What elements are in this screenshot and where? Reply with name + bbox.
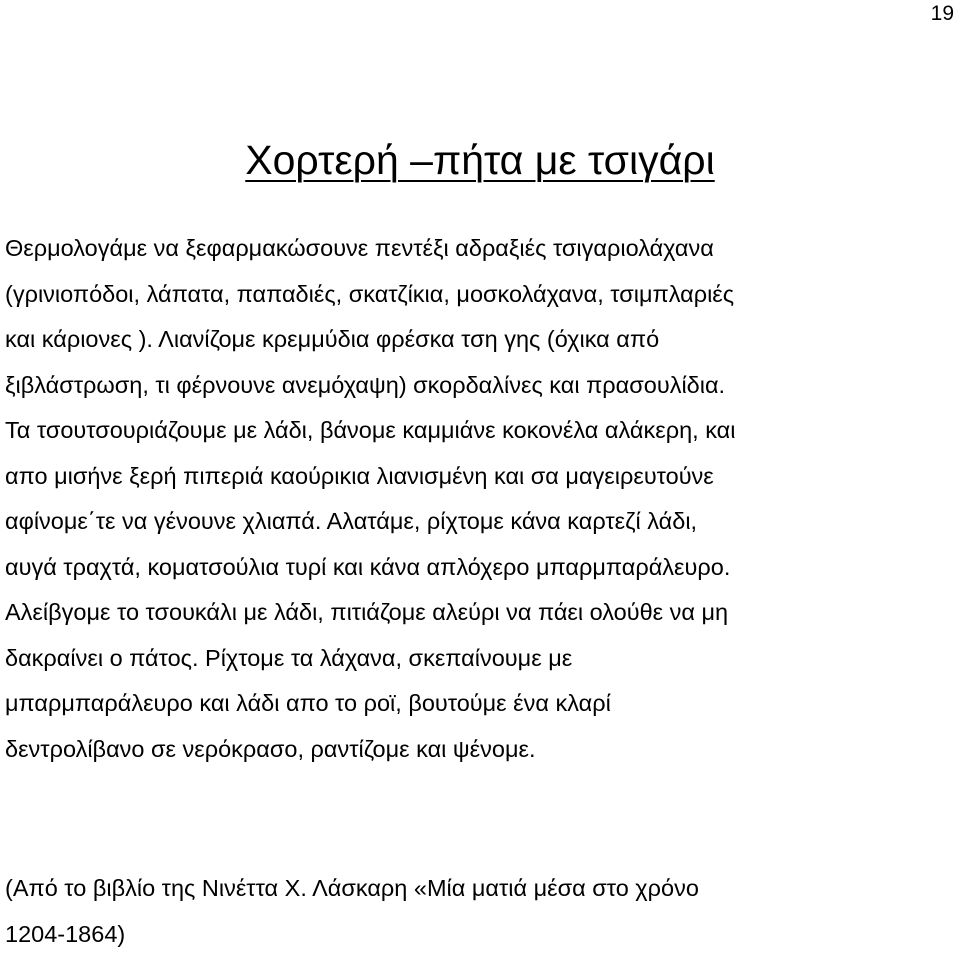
paragraph-line: και κάριονες ). Λιανίζομε κρεμμύδια φρέσκα τση γης (όχικα από <box>5 317 960 363</box>
paragraph-line: απο μισήνε ξερή πιπεριά καούρικια λιανισμένη και σα μαγειρευτούνε <box>5 454 960 500</box>
paragraph-line: Θερμολογάμε να ξεφαρμακώσουνε πεντέξι αδραξιές τσιγαριολάχανα <box>5 226 960 272</box>
recipe-paragraph <box>5 226 960 772</box>
page-title: Χορτερή –πήτα με τσιγάρι <box>0 134 960 186</box>
citation-line: 1204-1864) <box>5 912 960 957</box>
paragraph-line: αυγά τραχτά, κοματσούλια τυρί και κάνα απλόχερο μπαρμπαράλευρο. <box>5 545 960 591</box>
paragraph-line: ξιβλάστρωση, τι φέρνουνε ανεμόχαψη) σκορδαλίνες και πρασουλίδια. <box>5 363 960 409</box>
paragraph-line: δακραίνει ο πάτος. Ρίχτομε τα λάχανα, σκεπαίνουμε με <box>5 636 960 682</box>
citation-line: (Από το βιβλίο της Νινέττα Χ. Λάσκαρη «Μία ματιά μέσα στο χρόνο <box>5 866 960 912</box>
paragraph-line: (γρινιοπόδοι, λάπατα, παπαδιές, σκατζίκια, μοσκολάχανα, τσιμπλαριές <box>5 272 960 318</box>
page-number: 19 <box>931 2 954 26</box>
paragraph-line: μπαρμπαράλευρο και λάδι απο το ροϊ, βουτούμε ένα κλαρί <box>5 681 960 727</box>
paragraph-line: Αλείβγομε το τσουκάλι με λάδι, πιτιάζομε αλεύρι να πάει ολούθε να μη <box>5 590 960 636</box>
paragraph-line: δεντρολίβανο σε νερόκρασο, ραντίζομε και ψένομε. <box>5 727 960 773</box>
paragraph-line: αφίνομε΄τε να γένουνε χλιαπά. Αλατάμε, ρίχτομε κάνα καρτεζί λάδι, <box>5 499 960 545</box>
source-citation <box>5 866 960 957</box>
paragraph-line: Τα τσουτσουριάζουμε με λάδι, βάνομε καμμιάνε κοκονέλα αλάκερη, και <box>5 408 960 454</box>
